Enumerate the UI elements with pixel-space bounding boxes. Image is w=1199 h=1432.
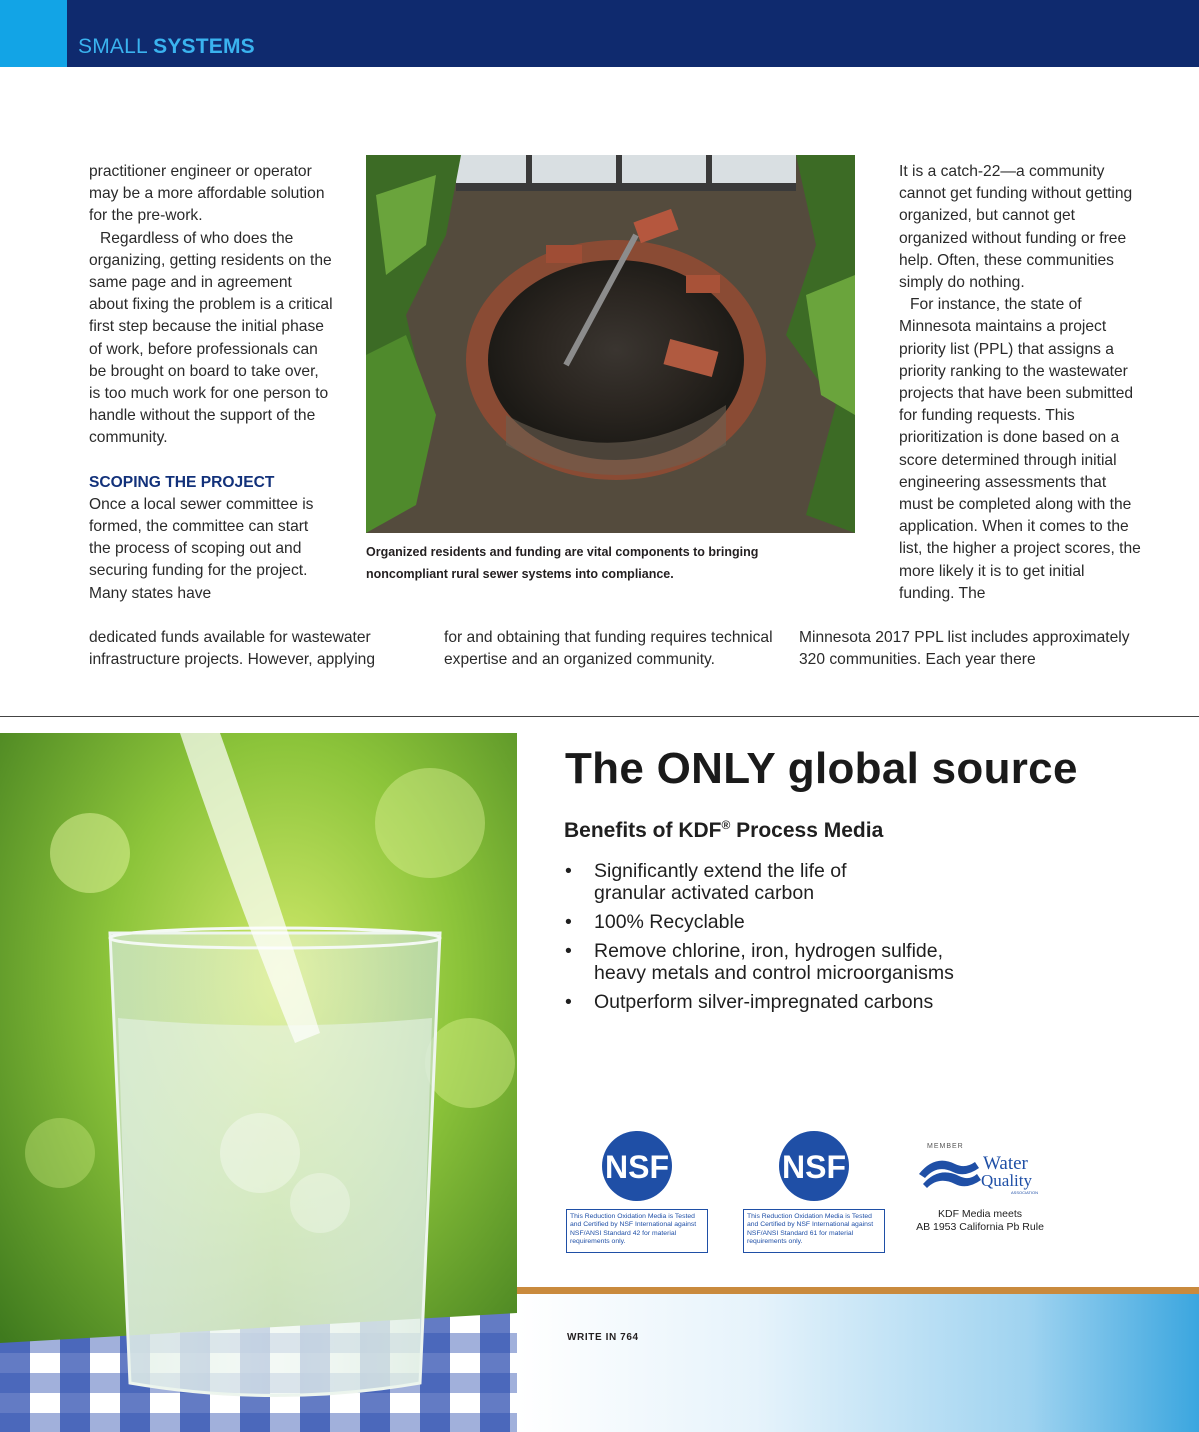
ad-headline: The ONLY global source: [565, 744, 1078, 793]
nsf-logo-1: [566, 1131, 708, 1201]
nsf-cert-note-61: This Reduction Oxidation Media is Tested and Certified by NSF International against NSF/ANSI Standard 61 for material requirements only.: [743, 1209, 885, 1253]
list-item: • Significantly extend the life of granular activated carbon: [565, 860, 855, 904]
svg-text:MEMBER: MEMBER: [927, 1143, 964, 1150]
nsf-cert-note-42: This Reduction Oxidation Media is Tested and Certified by NSF International against NSF/ANSI Standard 42 for material requirements only.: [566, 1209, 708, 1253]
nsf-logo-2: [743, 1131, 885, 1201]
header-accent-tab: [0, 0, 67, 67]
svg-text:Quality: Quality: [981, 1171, 1032, 1190]
ad-footer-band: [517, 1294, 1199, 1432]
wqa-caption: KDF Media meets AB 1953 California Pb Rule: [916, 1208, 1044, 1233]
page-divider: [0, 716, 1199, 717]
list-item: • Outperform silver-impregnated carbons: [565, 991, 1165, 1013]
paragraph: For instance, the state of Minnesota maintains a project priority list (PPL) that assigns a priority ranking to the wastewater projects that have been submitted for funding requests. This prioritization is done based on a score determined through initial engineering assessments that must be completed along with the application. When it comes to the list, the higher a project scores, the more likely it is to get initial funding. The: [899, 296, 1141, 602]
paragraph: practitioner engineer or operator may be a more affordable solution for the pre-work.: [89, 163, 325, 225]
article-column-1: [89, 161, 334, 605]
water-glass-photo: [0, 733, 517, 1432]
paragraph: It is a catch-22—a community cannot get funding without getting organized, but cannot get organized without funding or free help. Often, these communities simply do nothing.: [899, 163, 1133, 292]
svg-text:ASSOCIATION: ASSOCIATION: [1011, 1190, 1039, 1195]
svg-text:NSF: NSF: [782, 1149, 846, 1185]
article-column-3: [899, 161, 1144, 605]
section-subhead: SCOPING THE PROJECT: [89, 473, 275, 491]
paragraph: Once a local sewer committee is formed, the committee can start the process of scoping out and securing funding for the project. Many states have: [89, 495, 314, 602]
list-item: • 100% Recyclable: [565, 911, 1165, 933]
list-item: • Remove chlorine, iron, hydrogen sulfide, heavy metals and control microorganisms: [565, 940, 965, 984]
water-quality-association-logo: [915, 1138, 1055, 1198]
photo-caption: Organized residents and funding are vital components to bringing noncompliant rural sewer systems into compliance.: [366, 545, 759, 581]
svg-text:NSF: NSF: [605, 1149, 669, 1185]
write-in-number: WRITE IN 764: [567, 1332, 639, 1343]
ad-subhead: Benefits of KDF® Process Media: [564, 818, 884, 842]
sewer-manhole-photo: [366, 155, 855, 533]
section-title: SMALL SYSTEMS: [78, 35, 255, 58]
ad-accent-bar: [517, 1287, 1199, 1294]
article-bottom-text-3: Minnesota 2017 PPL list includes approximately 320 communities. Each year there: [799, 629, 1130, 669]
svg-text:Water: Water: [983, 1153, 1028, 1174]
article-bottom-text-1: dedicated funds available for wastewater infrastructure projects. However, applying: [89, 629, 376, 669]
article-bottom-text-2: for and obtaining that funding requires technical expertise and an organized community.: [444, 629, 773, 669]
benefits-list: [565, 860, 1165, 1020]
section-header-bar: [0, 0, 1199, 67]
paragraph: Regardless of who does the organizing, getting residents on the same page and in agreement about fixing the problem is a critical first step because the initial phase of work, before professionals can be brought on board to take over, is too much work for one person to handle without the support of the community.: [89, 229, 333, 447]
